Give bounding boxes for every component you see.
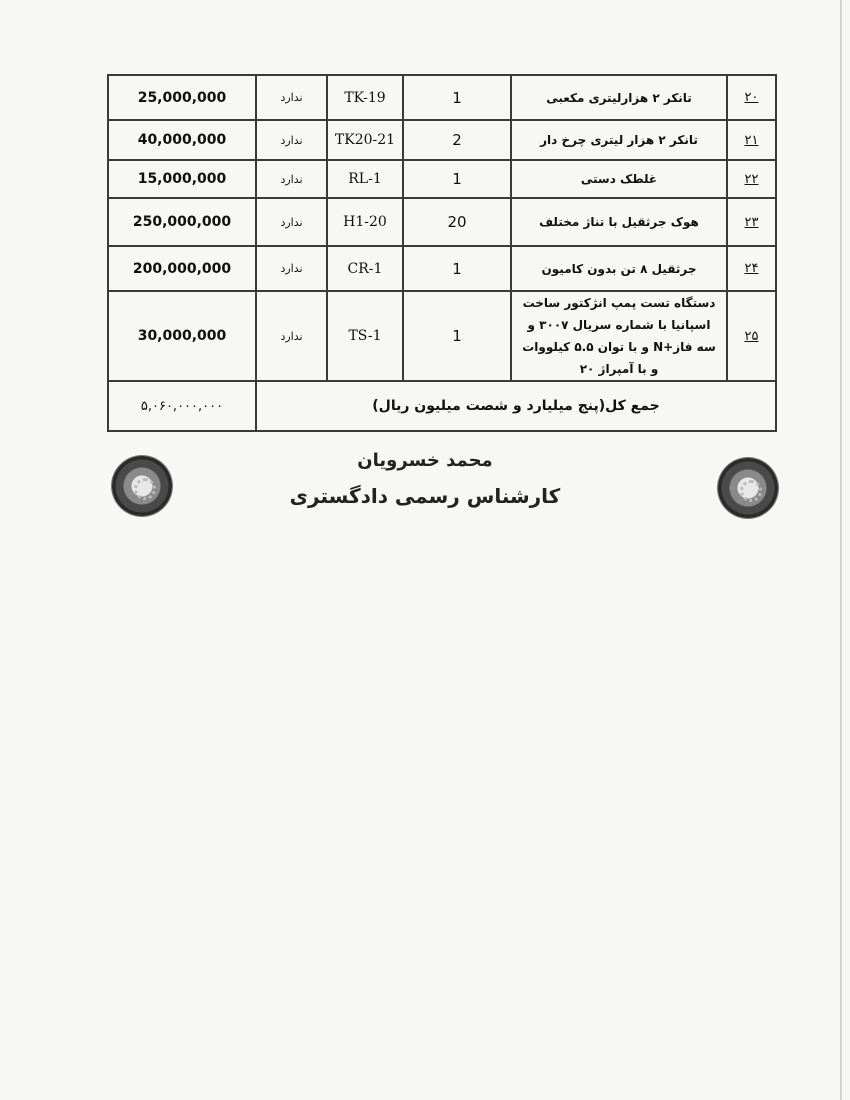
total-row: [108, 381, 776, 431]
table-row: [108, 160, 776, 198]
row-number: ۲۱: [727, 120, 776, 160]
row-number: ۲۵: [727, 291, 776, 381]
description-cell: تانکر ۲ هزار لیتری چرخ دار: [511, 120, 727, 160]
page-edge: [840, 0, 842, 1100]
row-number: ۲۲: [727, 160, 776, 198]
note-cell: ندارد: [256, 246, 327, 291]
code-cell: RL-1: [327, 160, 403, 198]
note-cell: ندارد: [256, 75, 327, 120]
price-cell: 25,000,000: [108, 75, 256, 120]
inventory-table: [107, 74, 777, 432]
code-cell: TS-1: [327, 291, 403, 381]
code-cell: H1-20: [327, 198, 403, 246]
note-cell: ندارد: [256, 120, 327, 160]
description-cell: جرثقیل ۸ تن بدون کامیون: [511, 246, 727, 291]
price-cell: 250,000,000: [108, 198, 256, 246]
table-row: [108, 291, 776, 381]
row-number: ۲۳: [727, 198, 776, 246]
table-row: [108, 198, 776, 246]
row-number: ۲۴: [727, 246, 776, 291]
stamp-title: کارشناس رسمی دادگستری: [289, 484, 561, 508]
description-cell: هوک جرثقیل با تناژ مختلف: [511, 198, 727, 246]
price-cell: 15,000,000: [108, 160, 256, 198]
price-cell: 30,000,000: [108, 291, 256, 381]
note-cell: ندارد: [256, 160, 327, 198]
code-cell: TK20-21: [327, 120, 403, 160]
qty-cell: 1: [403, 160, 511, 198]
description-cell: تانکر ۲ هزارلیتری مکعبی: [511, 75, 727, 120]
code-cell: CR-1: [327, 246, 403, 291]
price-cell: 200,000,000: [108, 246, 256, 291]
table-row: [108, 246, 776, 291]
total-label: جمع کل(پنج میلیارد و شصت میلیون ریال): [256, 381, 776, 431]
note-cell: ندارد: [256, 291, 327, 381]
description-cell: غلطک دستی: [511, 160, 727, 198]
description-cell: دستگاه تست پمپ انژکتور ساخت اسپانیا با شماره سریال ۳۰۰۷ و سه فاز+N و با توان ۵.۵ کیلووات و با آمپراژ ۲۰: [511, 291, 727, 381]
stamp-name: محمد خسرویان: [357, 450, 493, 471]
row-number: ۲۰: [727, 75, 776, 120]
price-cell: 40,000,000: [108, 120, 256, 160]
qty-cell: 1: [403, 75, 511, 120]
qty-cell: 20: [403, 198, 511, 246]
note-cell: ندارد: [256, 198, 327, 246]
qty-cell: 2: [403, 120, 511, 160]
table-row: [108, 120, 776, 160]
total-value: ۵,۰۶۰,۰۰۰,۰۰۰: [108, 381, 256, 431]
table-row: [108, 75, 776, 120]
qty-cell: 1: [403, 246, 511, 291]
code-cell: TK-19: [327, 75, 403, 120]
qty-cell: 1: [403, 291, 511, 381]
